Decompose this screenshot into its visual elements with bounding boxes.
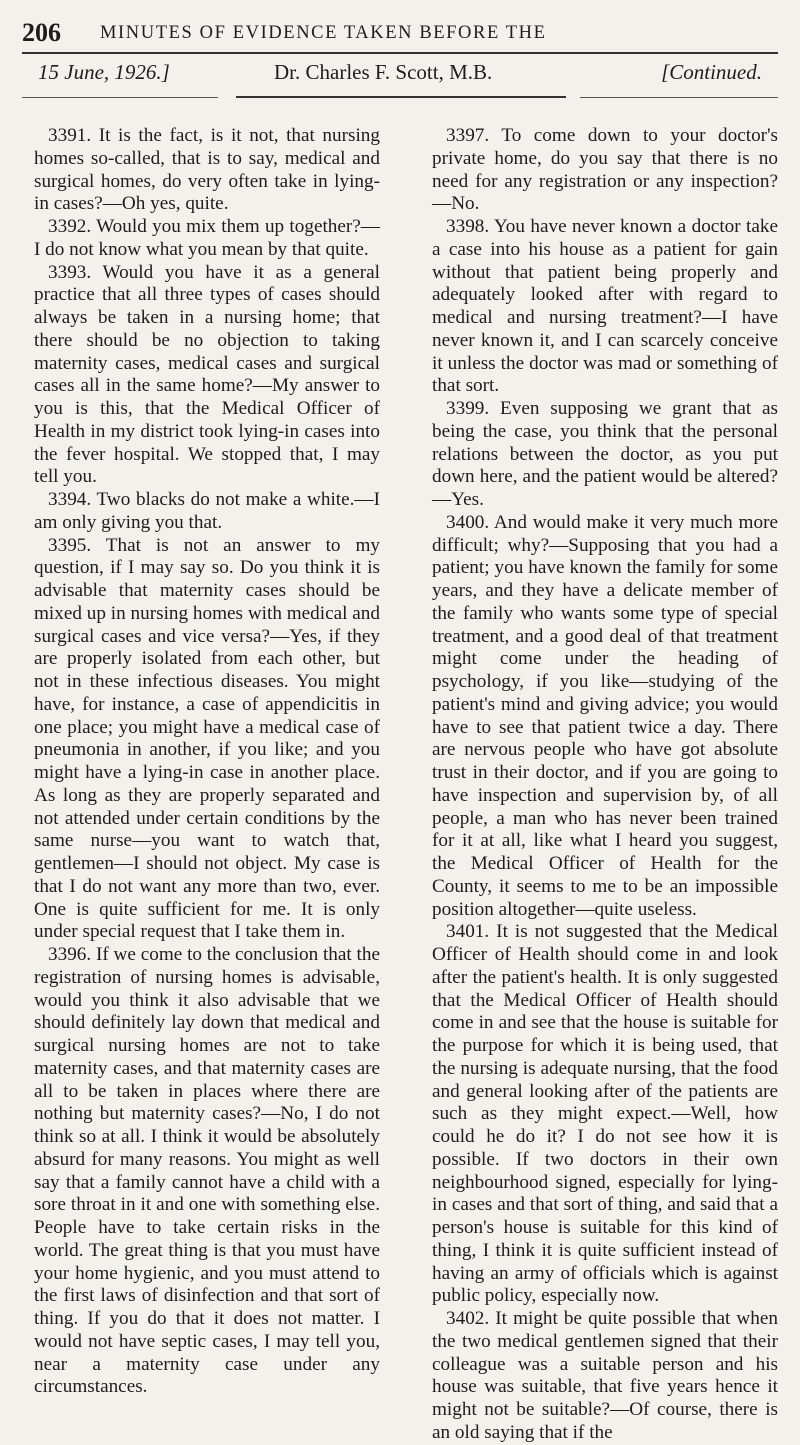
subheader	[22, 60, 778, 90]
left-column	[34, 125, 380, 1399]
paragraph-3395: 3395. That is not an answer to my question, if I may say so. Do you think it is advisable that maternity cases should be mixed up in nursing homes with medical and surgical cases and vice versa?—Yes, if they are properly isolated from each other, but not in these infectious diseases. You might have, for instance, a case of appendicitis in one place; you might have a medical case of pneumonia in another, if you like; and you might have a lying-in case in another place. As long as they are properly separated and not attended under certain conditions by the same nurse—you want to watch that, gentlemen—I should not object. My case is that I do not want any more than two, ever. One is quite sufficient for me. It is only under special request that I take them in.	[34, 534, 380, 943]
running-title: MINUTES OF EVIDENCE TAKEN BEFORE THE	[100, 23, 547, 43]
paragraph-3402: 3402. It might be quite possible that when the two medical gentlemen signed that their colleague was a suitable person and his house was suitable, that five years hence it might not be suitable?—Of course, there is an old saying that if the	[432, 1308, 778, 1443]
paragraph-3391: 3391. It is the fact, is it not, that nursing homes so-called, that is to say, medical and surgical homes, do very often take in lying-in cases?—Oh yes, quite.	[34, 125, 380, 215]
witness-name: Dr. Charles F. Scott, M.B.	[274, 60, 493, 84]
paragraph-3396: 3396. If we come to the conclusion that the registration of nursing homes is advisable, would you think it also advisable that we should definitely lay down that medical and surgical nursing homes are not to take maternity cases, and that maternity cases are all to be taken in places where there are nothing but maternity cases?—No, I do not think so at all. I think it would be absolutely absurd for many reasons. You might as well say that a family cannot have a child with a sore throat in it and one with something else. People have to take certain risks in the world. The great thing is that you must have your home hygienic, and you must attend to the first laws of disinfection and that sort of thing. If you do that it does not matter. I would not have septic cases, I may tell you, near a maternity case under any circumstances.	[34, 944, 380, 1398]
page-header	[22, 18, 778, 48]
paragraph-3394: 3394. Two blacks do not make a white.—I am only giving you that.	[34, 489, 380, 533]
paragraph-3400: 3400. And would make it very much more difficult; why?—Supposing that you had a patient; you have known the family for some years, and they have a delicate member of the family who wants some type of special treatment, and a good deal of that treatment might come under the heading of psychology, if you like—studying of the patient's mind and giving advice; you would have to see that patient twice a day. There are nervous people who have got absolute trust in their doctor, and if you are going to have inspection and supervision by, of all people, a man who has never been trained for it at all, like what I heard you suggest, the Medical Officer of Health for the County, it seems to me to be an impossible position altogether—quite useless.	[432, 511, 778, 920]
paragraph-3401: 3401. It is not suggested that the Medical Officer of Health should come in and look after the patient's health. It is only suggested that the Medical Officer of Health should come in and see that the house is suitable for the purpose for which it is being used, that the nursing is adequate nursing, that the food and general looking after of the patients are such as they might expect.—Well, how could he do it? I do not see how it is possible. If two doctors in their own neighbourhood signed, especially for lying-in cases and that sort of thing, and said that a person's house is suitable for this kind of thing, I think it is quite sufficient instead of having an army of officials which is against public policy, especially now.	[432, 921, 778, 1307]
paragraph-3392: 3392. Would you mix them up together?—I do not know what you mean by that quite.	[34, 216, 380, 260]
subheader-rule-center	[236, 96, 566, 98]
right-column	[432, 125, 778, 1445]
paragraph-3397: 3397. To come down to your doctor's private home, do you say that there is no need for any registration or any inspection?—No.	[432, 125, 778, 215]
header-rule	[22, 52, 778, 54]
subheader-rule-right	[580, 97, 778, 98]
paragraph-3393: 3393. Would you have it as a general practice that all three types of cases should always be taken in a nursing home; that there should be no objection to taking maternity cases, medical cases and surgical cases all in the same home?—My answer to you is this, that the Medical Officer of Health in my district took lying-in cases into the fever hospital. We stopped that, I may tell you.	[34, 261, 380, 488]
sitting-date: 15 June, 1926.]	[38, 60, 170, 84]
continued-label: [Continued.	[661, 60, 762, 84]
paragraph-3398: 3398. You have never known a doctor take a case into his house as a patient for gain without that patient being properly and adequately looked after with regard to medical and nursing treatment?—I have never known it, and I can scarcely conceive it unless the doctor was mad or something of that sort.	[432, 216, 778, 397]
paragraph-3399: 3399. Even supposing we grant that as being the case, you think that the personal relations between the doctor, as you put down here, and the patient would be altered?—Yes.	[432, 398, 778, 510]
page-number: 206	[22, 18, 61, 47]
subheader-rule-left	[22, 97, 218, 98]
